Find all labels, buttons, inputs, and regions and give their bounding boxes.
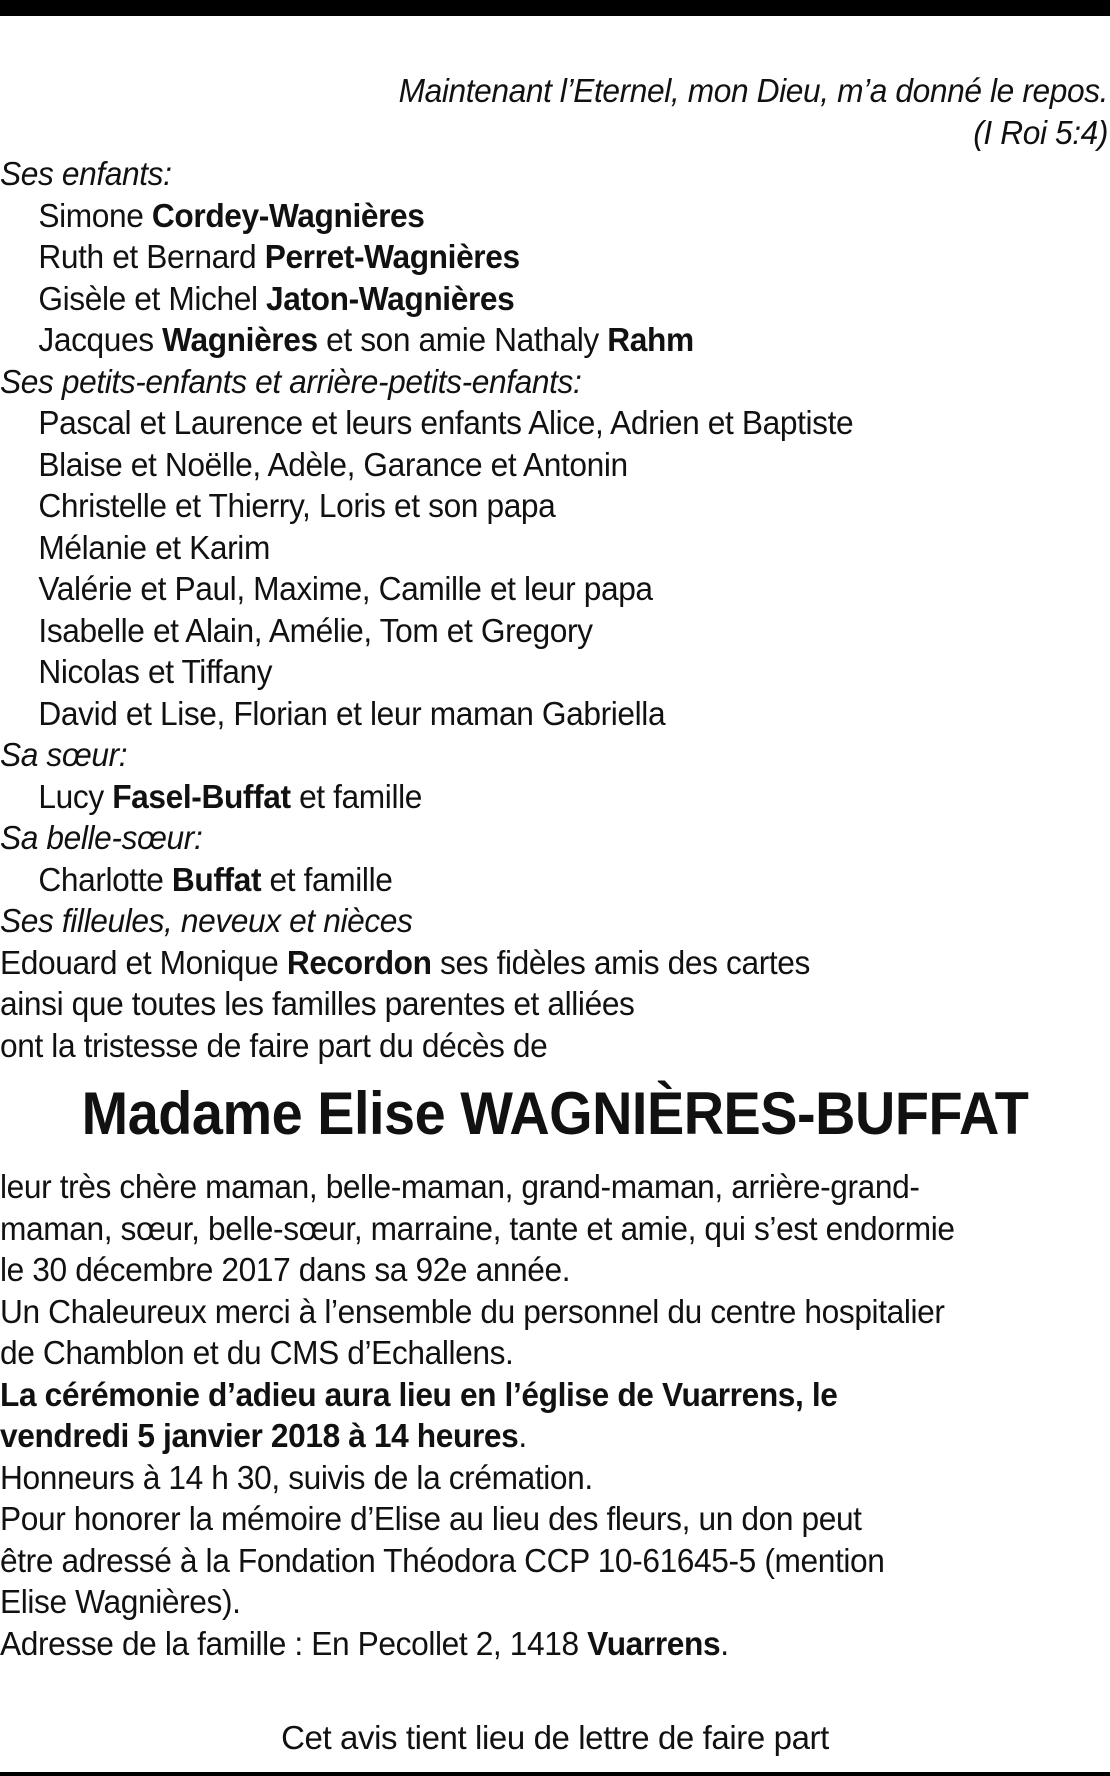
grandchild-entry: Pascal et Laurence et leurs enfants Alice, Adrien et Baptiste bbox=[38, 404, 854, 441]
bottom-border-rule bbox=[0, 1772, 1110, 1776]
description-line: le 30 décembre 2017 dans sa 92e année. bbox=[0, 1251, 571, 1288]
grandchild-entry: Nicolas et Tiffany bbox=[38, 653, 273, 690]
address-text: Adresse de la famille : En Pecollet 2, 1418 bbox=[0, 1624, 588, 1662]
description-line: maman, sœur, belle-sœur, marraine, tante et amie, qui s’est endormie bbox=[0, 1209, 955, 1247]
grandchild-entry: Valérie et Paul, Maxime, Camille et leur papa bbox=[38, 570, 653, 607]
closing-line: ainsi que toutes les familles parentes et alliées bbox=[0, 985, 635, 1022]
address-line bbox=[0, 1623, 1066, 1665]
friends-first-names: Edouard et Monique bbox=[0, 943, 287, 981]
sister-heading: Sa sœur: bbox=[0, 736, 128, 773]
grandchild-entry: Isabelle et Alain, Amélie, Tom et Gregory bbox=[38, 611, 593, 649]
sister-in-law-extra: et famille bbox=[261, 860, 393, 898]
epigraph-reference: (I Roi 5:4) bbox=[973, 113, 1109, 151]
child-entry bbox=[0, 278, 1066, 320]
footer-note: Cet avis tient lieu de lettre de faire part bbox=[281, 1719, 829, 1756]
ceremony-period: . bbox=[518, 1417, 527, 1454]
child-first-names: Simone bbox=[38, 196, 152, 234]
description-line: leur très chère maman, belle-maman, grand-maman, arrière-grand- bbox=[0, 1168, 920, 1205]
donation-line: Pour honorer la mémoire d’Elise au lieu des fleurs, un don peut bbox=[0, 1500, 862, 1537]
top-border-rule bbox=[0, 0, 1110, 16]
grandchild-entry: Mélanie et Karim bbox=[38, 528, 270, 566]
thanks-line: Un Chaleureux merci à l’ensemble du personnel du centre hospitalier bbox=[0, 1292, 945, 1330]
ceremony-date: vendredi 5 janvier 2018 à 14 heures bbox=[0, 1417, 519, 1454]
epigraph-quote: Maintenant l’Eternel, mon Dieu, m’a donné le repos. bbox=[398, 72, 1109, 109]
child-first-names: Gisèle et Michel bbox=[38, 279, 267, 317]
child-surname: Perret-Wagnières bbox=[264, 238, 520, 275]
sister-extra: et famille bbox=[290, 777, 423, 815]
address-period: . bbox=[720, 1624, 729, 1662]
sister-in-law-first-name: Charlotte bbox=[38, 860, 172, 898]
friends-extra: ses fidèles amis des cartes bbox=[431, 943, 810, 981]
donation-line: être adressé à la Fondation Théodora CCP 10-61645-5 (mention bbox=[0, 1541, 885, 1579]
partner-surname: Rahm bbox=[607, 321, 694, 358]
deceased-name: Madame Elise WAGNIÈRES-BUFFAT bbox=[81, 1080, 1029, 1147]
grandchild-entry: David et Lise, Florian et leur maman Gabriella bbox=[38, 694, 666, 732]
thanks-line: de Chamblon et du CMS d’Echallens. bbox=[0, 1334, 514, 1371]
obituary-notice bbox=[0, 70, 1110, 1664]
friends-surname: Recordon bbox=[286, 943, 432, 981]
honors-line: Honneurs à 14 h 30, suivis de la crémation. bbox=[0, 1458, 593, 1496]
children-heading: Ses enfants: bbox=[0, 155, 172, 192]
ceremony-text: La cérémonie d’adieu aura lieu en l’église de Vuarrens, le bbox=[0, 1375, 838, 1413]
child-surname: Jaton-Wagnières bbox=[266, 279, 515, 317]
child-entry bbox=[0, 319, 1066, 361]
ceremony-line bbox=[0, 1415, 1066, 1457]
child-first-names: Jacques bbox=[38, 321, 163, 358]
sister-surname: Fasel-Buffat bbox=[112, 777, 291, 815]
child-surname: Wagnières bbox=[162, 321, 318, 358]
address-town: Vuarrens bbox=[587, 1624, 721, 1662]
child-partner-text: et son amie Nathaly bbox=[317, 321, 608, 358]
grandchild-entry: Blaise et Noëlle, Adèle, Garance et Antonin bbox=[38, 445, 628, 483]
friends-entry bbox=[0, 942, 1066, 984]
child-surname: Cordey-Wagnières bbox=[151, 196, 425, 234]
grandchild-entry: Christelle et Thierry, Loris et son papa bbox=[38, 487, 556, 524]
closing-line: ont la tristesse de faire part du décès de bbox=[0, 1026, 548, 1064]
sister-first-name: Lucy bbox=[38, 777, 113, 815]
child-entry bbox=[0, 195, 1066, 237]
ceremony-line bbox=[0, 1374, 1066, 1416]
donation-line: Elise Wagnières). bbox=[0, 1583, 241, 1620]
sister-entry bbox=[0, 776, 1066, 818]
sister-in-law-surname: Buffat bbox=[171, 860, 262, 898]
godchildren-heading: Ses filleules, neveux et nièces bbox=[0, 902, 413, 939]
child-entry bbox=[0, 236, 1066, 278]
child-first-names: Ruth et Bernard bbox=[38, 238, 265, 275]
sister-in-law-entry bbox=[0, 859, 1066, 901]
grandchildren-heading: Ses petits-enfants et arrière-petits-enfants: bbox=[0, 362, 582, 400]
sister-in-law-heading: Sa belle-sœur: bbox=[0, 819, 203, 856]
